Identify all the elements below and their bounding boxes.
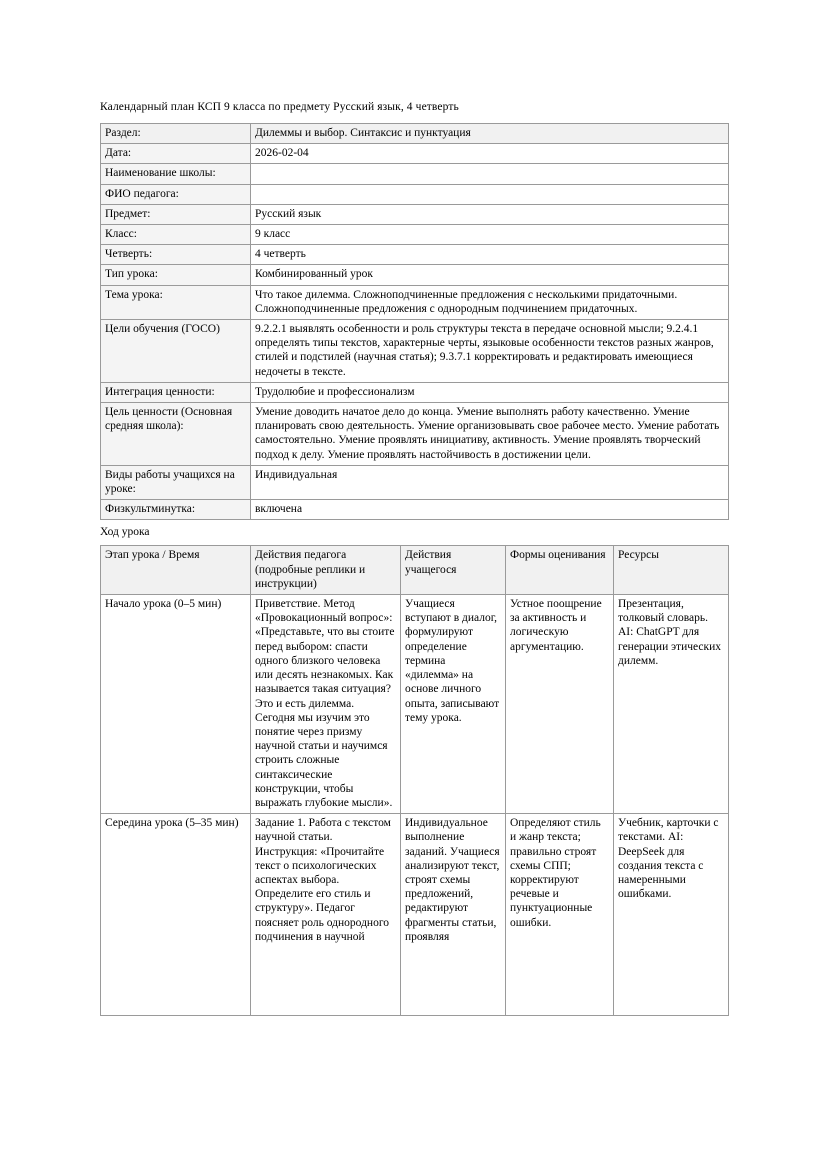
cell-stage	[101, 814, 251, 1016]
info-value: включена	[251, 500, 729, 520]
cell-student-actions	[401, 595, 506, 814]
lesson-info-body	[101, 124, 729, 520]
table-row	[101, 403, 729, 466]
cell-text: Середина урока (5–35 мин)	[105, 817, 239, 830]
column-header-student-actions: Действия учащегося	[401, 546, 506, 595]
table-row	[101, 225, 729, 245]
table-row	[101, 144, 729, 164]
info-label: Четверть:	[101, 245, 251, 265]
info-label: Предмет:	[101, 204, 251, 224]
info-value	[251, 164, 729, 184]
table-row	[101, 595, 729, 814]
lesson-flow-heading: Ход урока	[100, 526, 150, 539]
info-label: Наименование школы:	[101, 164, 251, 184]
info-label: Виды работы учащихся на уроке:	[101, 465, 251, 499]
table-row	[101, 184, 729, 204]
info-value: Дилеммы и выбор. Синтаксис и пунктуация	[251, 124, 729, 144]
info-label: Тема урока:	[101, 285, 251, 319]
page-title: Календарный план КСП 9 класса по предмету Русский язык, 4 четверть	[100, 101, 459, 113]
table-row	[101, 164, 729, 184]
cell-text: Устное поощрение за активность и логическую аргументацию.	[510, 598, 602, 653]
lesson-flow-body	[101, 595, 729, 1016]
cell-text: Индивидуальное выполнение заданий. Учащиеся анализируют текст, строят схемы предложений, редактируют фрагменты статьи, проявляя	[405, 817, 500, 943]
info-label: Интеграция ценности:	[101, 382, 251, 402]
table-row	[101, 500, 729, 520]
cell-text: Приветствие. Метод «Провокационный вопрос»: «Представьте, что вы стоите перед выбором: спасти одного близкого человека или десять незнакомых. Как называется такая ситуация? Это и есть дилемма. Сегодня мы изучим это понятие через призму научной статьи и научимся строить сложные синтаксические конструкции, чтобы выражать глубокие мысли».	[255, 598, 395, 809]
info-value: 4 четверть	[251, 245, 729, 265]
cell-text: Задание 1. Работа с текстом научной статьи. Инструкция: «Прочитайте текст о психологических аспектах выбора. Определите его стиль и структуру». Педагог поясняет роль однородного подчинения в научной	[255, 817, 391, 943]
info-label: Дата:	[101, 144, 251, 164]
lesson-flow-table	[100, 545, 729, 1016]
info-label: Класс:	[101, 225, 251, 245]
table-row	[101, 465, 729, 499]
table-row	[101, 204, 729, 224]
table-row	[101, 265, 729, 285]
cell-student-actions	[401, 814, 506, 1016]
table-row	[101, 245, 729, 265]
cell-stage	[101, 595, 251, 814]
cell-teacher-actions	[251, 814, 401, 1016]
cell-teacher-actions	[251, 595, 401, 814]
info-value: Русский язык	[251, 204, 729, 224]
info-value: Умение доводить начатое дело до конца. Умение выполнять работу качественно. Умение планировать свою деятельность. Умение организовывать свое рабочее место. Умение работать самостоятельно. Умение проявлять инициативу, активность. Умение проявлять творческий подход к делу. Умение проявлять настойчивость в достижении цели.	[251, 403, 729, 466]
cell-text: Определяют стиль и жанр текста; правильно строят схемы СПП; корректируют речевые и пунктуационные ошибки.	[510, 817, 601, 929]
cell-text: Учащиеся вступают в диалог, формулируют определение термина «дилемма» на основе личного опыта, записывают тему урока.	[405, 598, 500, 724]
table-row	[101, 814, 729, 1016]
info-label: ФИО педагога:	[101, 184, 251, 204]
cell-text: Учебник, карточки с текстами. AI: DeepSeek для создания текста с намеренными ошибками.	[618, 817, 719, 901]
info-value: Трудолюбие и профессионализм	[251, 382, 729, 402]
info-value: Что такое дилемма. Сложноподчиненные предложения с несколькими придаточными. Сложноподчиненные предложения с однородным подчинением придаточных.	[251, 285, 729, 319]
table-header-row	[101, 546, 729, 595]
info-label: Тип урока:	[101, 265, 251, 285]
info-label: Цель ценности (Основная средняя школа):	[101, 403, 251, 466]
cell-resources	[614, 595, 729, 814]
lesson-flow-header	[101, 546, 729, 595]
info-value: Индивидуальная	[251, 465, 729, 499]
info-value: 9 класс	[251, 225, 729, 245]
cell-assessment	[506, 595, 614, 814]
info-label: Цели обучения (ГОСО)	[101, 320, 251, 383]
info-label: Физкультминутка:	[101, 500, 251, 520]
info-value: 2026-02-04	[251, 144, 729, 164]
table-row	[101, 382, 729, 402]
column-header-assessment: Формы оценивания	[506, 546, 614, 595]
lesson-info-table	[100, 123, 729, 520]
info-value: 9.2.2.1 выявлять особенности и роль структуры текста в передаче основной мысли; 9.2.4.1 определять типы текстов, характерные черты, языковые особенности текстов разных жанров, стилей и подстилей (научная статья); 9.3.7.1 корректировать и редактировать имеющиеся недочеты в тексте.	[251, 320, 729, 383]
table-row	[101, 124, 729, 144]
info-label: Раздел:	[101, 124, 251, 144]
column-header-resources: Ресурсы	[614, 546, 729, 595]
column-header-stage: Этап урока / Время	[101, 546, 251, 595]
info-value	[251, 184, 729, 204]
cell-text: Презентация, толковый словарь. AI: ChatGPT для генерации этических дилемм.	[618, 598, 722, 667]
table-row	[101, 285, 729, 319]
cell-resources	[614, 814, 729, 1016]
table-row	[101, 320, 729, 383]
cell-assessment	[506, 814, 614, 1016]
cell-text: Начало урока (0–5 мин)	[105, 598, 222, 611]
column-header-teacher-actions: Действия педагога (подробные реплики и инструкции)	[251, 546, 401, 595]
info-value: Комбинированный урок	[251, 265, 729, 285]
